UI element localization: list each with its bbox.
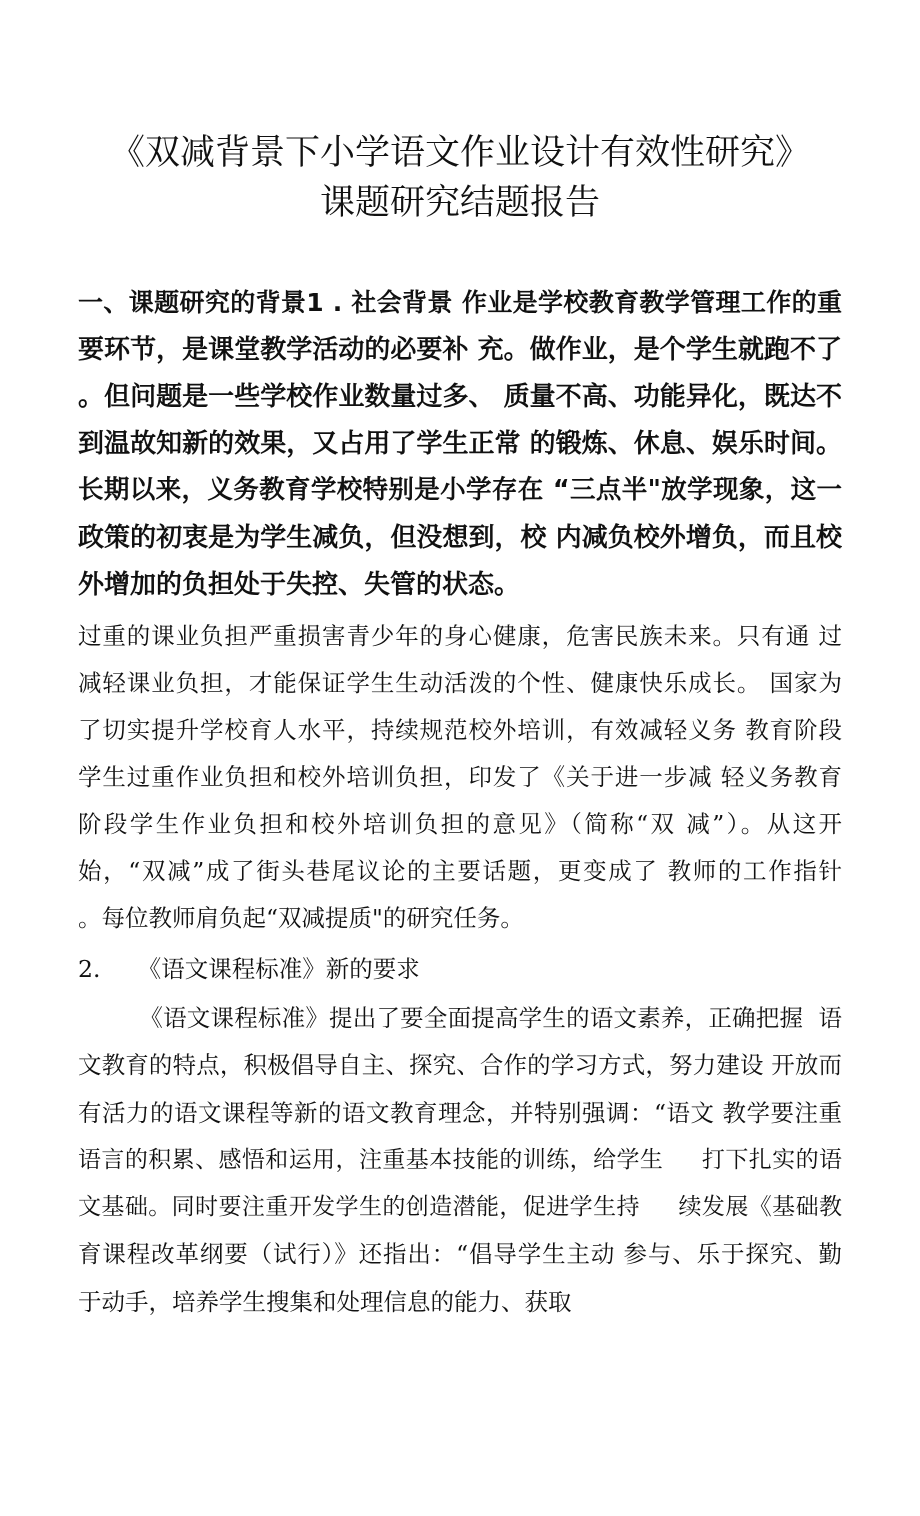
section1-line: 长期以来，义务教育学校特别是小学存在 “三点半"放学现象，这一 [78,475,842,505]
section1-line: 要环节，是课堂教学活动的必要补 充。做作业，是个学生就跑不了 [78,335,842,365]
body-line: 始，“双减”成了街头巷尾议论的主要话题，更变成了 教师的工作指针 [78,857,842,885]
body-line: 语言的积累、感悟和运用，注重基本技能的训练，给学生 打下扎实的语 [78,1147,842,1173]
body-line: 文教育的特点，积极倡导自主、探究、合作的学习方式，努力建设 开放而 [78,1051,842,1079]
document-subtitle: 课题研究结题报告 [319,183,600,223]
body-line: 减轻课业负担，才能保证学生生动活泼的个性、健康快乐成长。 国家为 [78,669,842,697]
section1-line: 政策的初衷是为学生减负，但没想到，校 内减负校外增负，而且校 [78,523,842,553]
body-line: 文基础。同时要注重开发学生的创造潜能，促进学生持 续发展《基础教 [78,1194,842,1220]
body-line: 了切实提升学校育人水平，持续规范校外培训，有效减轻义务 教育阶段 [78,716,842,744]
body-line: 育课程改革纲要（试行）》还指出：“倡导学生主动 参与、乐于探究、勤 [78,1240,842,1268]
body-line: 学生过重作业负担和校外培训负担，印发了《关于进一步减 轻义务教育 [78,763,842,791]
document-title: 《双减背景下小学语文作业设计有效性研究》 [109,133,810,173]
section1-line: 。但问题是一些学校作业数量过多、 质量不高、功能异化，既达不 [78,382,842,412]
section1-line: 外增加的负担处于失控、失管的状态。 [78,570,521,600]
body-line: 《语文课程标准》提出了要全面提高学生的语文素养，正确把握 语 [78,1004,842,1032]
body-line: 过重的课业负担严重损害青少年的身心健康，危害民族未来。只有通 过 [78,622,842,650]
body-line: 于动手，培养学生搜集和处理信息的能力、获取 [78,1288,572,1316]
section1-line: 到温故知新的效果，又占用了学生正常 的锻炼、休息、娱乐时间。 [78,429,842,459]
body-line: 有活力的语文课程等新的语文教育理念，并特别强调：“语文 教学要注重 [78,1099,842,1127]
section1-line: 一、课题研究的背景1 . 社会背景 作业是学校教育教学管理工作的重 [78,288,842,317]
section-heading-2: 2. 《语文课程标准》新的要求 [78,955,420,983]
body-line: 阶段学生作业负担和校外培训负担的意见》（简称“双 减”）。从这开 [78,810,842,838]
body-line: 。每位教师肩负起“双减提质"的研究任务。 [78,904,524,932]
